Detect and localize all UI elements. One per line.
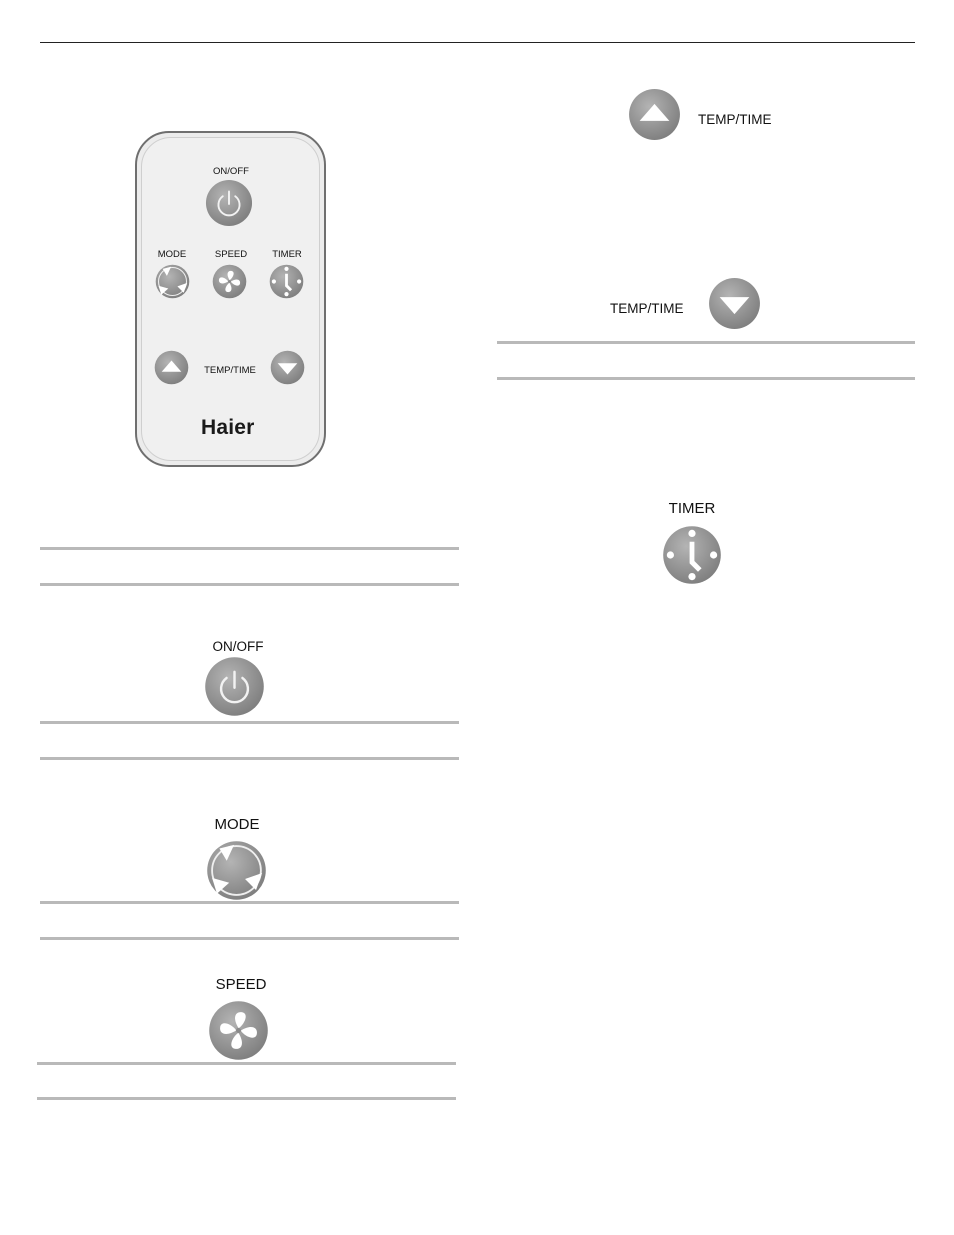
speed-label: SPEED	[215, 976, 267, 993]
fan-icon[interactable]	[212, 264, 247, 299]
remote-timer-label: TIMER	[272, 249, 302, 260]
remote-mode-label: MODE	[157, 249, 187, 260]
section-rule	[40, 721, 459, 724]
timer-label: TIMER	[668, 500, 716, 517]
section-rule	[37, 1097, 456, 1100]
mode-arrows-icon[interactable]	[155, 264, 190, 299]
temp-down-label: TEMP/TIME	[610, 301, 684, 316]
on-off-label: ON/OFF	[212, 639, 264, 654]
section-rule	[497, 377, 915, 380]
triangle-down-icon[interactable]	[270, 350, 305, 385]
remote-temp-time-label: TEMP/TIME	[204, 365, 256, 376]
triangle-up-icon[interactable]	[154, 350, 189, 385]
section-rule	[40, 583, 459, 586]
power-icon[interactable]	[205, 179, 253, 227]
section-rule	[40, 547, 459, 550]
mode-label: MODE	[214, 816, 260, 833]
remote-on-off-label: ON/OFF	[213, 166, 249, 177]
top-rule	[40, 42, 915, 43]
section-rule	[40, 757, 459, 760]
triangle-down-icon	[708, 277, 761, 330]
temp-up-label: TEMP/TIME	[698, 112, 772, 127]
clock-icon[interactable]	[269, 264, 304, 299]
clock-icon	[662, 525, 722, 585]
section-rule	[37, 1062, 456, 1065]
remote-speed-label: SPEED	[214, 249, 248, 260]
triangle-up-icon	[628, 88, 681, 141]
section-rule	[40, 901, 459, 904]
brand-logo: Haier	[201, 416, 255, 439]
power-icon	[204, 656, 265, 717]
mode-arrows-icon	[206, 840, 267, 901]
section-rule	[40, 937, 459, 940]
section-rule	[497, 341, 915, 344]
fan-icon	[208, 1000, 269, 1061]
